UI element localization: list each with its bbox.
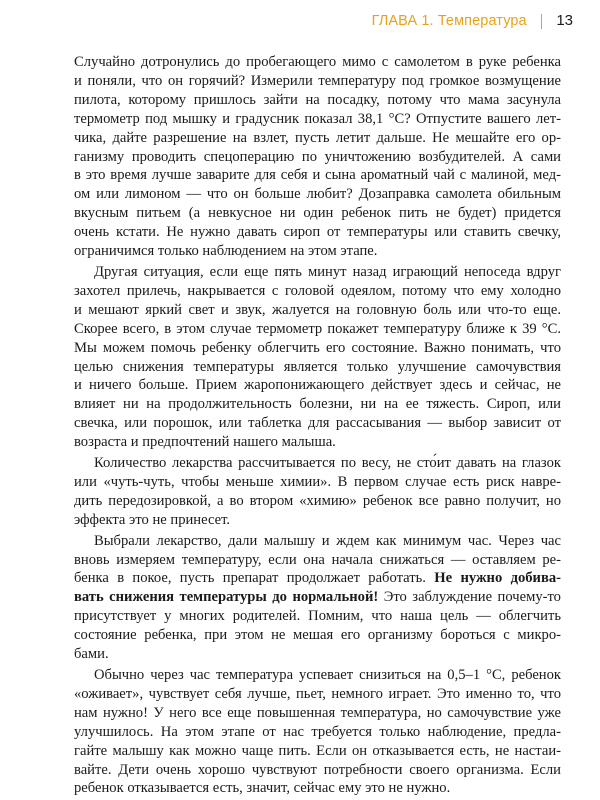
text-line: Скорее всего, в этом случае термометр покажет температуру ближе к 39 °С. [74, 320, 561, 337]
text-line: «оживает», чувствует себя лучше, пьет, немного играет. Это именно то, что [74, 685, 561, 702]
chapter-title: ГЛАВА 1. Температура [371, 13, 527, 29]
paragraph-4 [74, 532, 561, 664]
text-line: в это время лучше заварите для себя и сына ароматный чай с малиной, мед- [74, 167, 561, 184]
page-number: 13 [556, 12, 573, 29]
text-line: пилота, которому пришлось зайти на посадку, потому что мама засунула [74, 91, 561, 108]
text-line: чика, дайте разрешение на взлет, пусть летит дальше. Не мешайте его ор- [74, 129, 561, 146]
text-line: или «чуть-чуть, чтобы меньше химии». В первом случае есть риск навре- [74, 473, 561, 490]
text-line: дить передозировкой, а во втором «химию» ребенок все равно получит, но [74, 492, 561, 509]
text-line: целью снижения температуры является только улучшение самочувствия [74, 358, 561, 375]
paragraph-3 [74, 454, 561, 530]
body-text [74, 53, 561, 800]
text-line: присутствует у многих родителей. Помним, что наша цель — облегчить [74, 608, 561, 625]
text-line: возраста и предпочтений нашего малыша. [74, 434, 336, 451]
running-header [372, 12, 573, 30]
text-line: Мы можем помочь ребенку облегчить его состояние. Важно понимать, что [74, 339, 561, 356]
text-line: свечка, или порошок, или таблетка для рассасывания — выбор зависит от [74, 415, 561, 432]
text-line: вайте. Дети очень хорошо чувствуют потребности своего организма. Если [74, 761, 561, 778]
bold-emphasis: Не нужно добива- [434, 570, 561, 587]
text-line [74, 569, 561, 588]
text-line: бами. [74, 646, 109, 663]
text-line: вновь измеряем температуру, если она начала снижаться — оставляем ре- [74, 551, 561, 568]
paragraph-1 [74, 53, 561, 261]
text-run: снижения температуры до нормальной! [109, 589, 379, 606]
text-line: ганизму проводить спецоперацию по уничтожению возбудителей. А сами [74, 148, 561, 165]
text-line: и мешают яркий свет и звук, жалуется на головную боль или что-то еще. [74, 301, 561, 318]
text-line: и поняли, что он горячий? Измерили температуру под громкое возмущение [74, 72, 561, 89]
text-line: Выбрали лекарство, дали малышу и ждем как минимум час. Через час [94, 532, 561, 549]
text-line: влияет ни на продолжительность болезни, ни на ее тяжесть. Сироп, или [74, 396, 561, 413]
text-line: и ничего больше. Прием жаропонижающего действует здесь и сейчас, не [74, 377, 561, 394]
text-run: вать [74, 589, 104, 606]
text-line: ребенок отказывается есть, значит, сейчас ему это не нужно. [74, 780, 451, 797]
header-divider [541, 14, 543, 29]
text-line: состояние ребенка, при этом не мешая его организму бороться с микро- [74, 627, 561, 644]
text-line: эффекта это не принесет. [74, 511, 231, 528]
text-line: Количество лекарства рассчитывается по весу, не сто́ит давать на глазок [94, 455, 561, 472]
text-line: Другая ситуация, если еще пять минут назад играющий непоседа вдруг [94, 263, 561, 280]
text-run: бенка в покое, пусть препарат продолжает работать. [74, 570, 426, 587]
text-run: Это заблуждение почему-то [383, 589, 561, 606]
text-line: Случайно дотронулись до пробегающего мимо с самолетом в руке ребенка [74, 54, 561, 70]
bold-emphasis [74, 589, 378, 605]
text-line: улучшилось. На этом этапе от нас требуется только наблюдение, предла- [74, 723, 561, 740]
text-line: нам нужно! У него все еще повышенная температура, но самочувствие уже [74, 704, 561, 721]
paragraph-2 [74, 263, 561, 452]
text-line: ом или лимоном — что он больше любит? Дозаправка самолета обильным [74, 186, 561, 203]
text-line: вкусным питьем (а невкусное ни один ребенок пить не будет) придется [74, 205, 561, 222]
text-line: очень кстати. Не нужно давать сироп от температуры или ставить свечку, [74, 224, 561, 241]
text-line: ограничимся только наблюдением на этом этапе. [74, 243, 378, 260]
paragraph-5 [74, 666, 561, 798]
text-line: Обычно через час температура успевает снизиться на 0,5–1 °С, ребенок [94, 667, 561, 683]
text-line: термометр под мышку и градусник показал 38,1 °С? Отпустите вашего лет- [74, 110, 561, 127]
text-line [74, 588, 561, 607]
text-line: гайте малышу как можно чаще пить. Если он отказывается есть, не настаи- [74, 742, 561, 759]
text-line: захотел прилечь, накрывается с головой одеялом, потому что ему холодно [74, 282, 561, 299]
